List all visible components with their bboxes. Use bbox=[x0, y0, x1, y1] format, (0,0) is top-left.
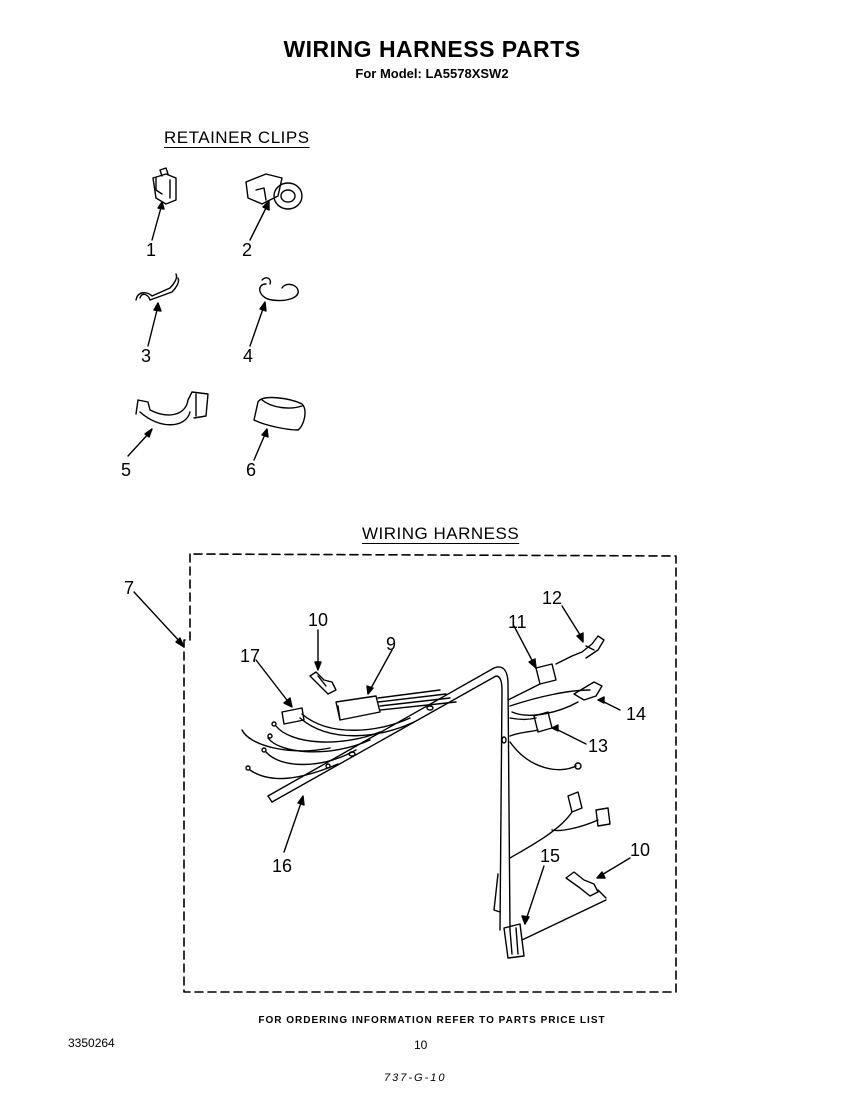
wiring-harness-heading: WIRING HARNESS bbox=[362, 524, 520, 543]
callout-17: 17 bbox=[240, 646, 261, 666]
terminal-12-drawing bbox=[556, 636, 604, 664]
callout-14: 14 bbox=[626, 704, 647, 724]
ordering-note: FOR ORDERING INFORMATION REFER TO PARTS PRICE LIST bbox=[258, 1015, 606, 1026]
arrow-13 bbox=[554, 728, 586, 744]
arrow-12 bbox=[562, 606, 582, 638]
callout-10-lower: 10 bbox=[630, 840, 651, 860]
arrow-1 bbox=[152, 204, 162, 240]
retainer-clips-heading: RETAINER CLIPS bbox=[164, 128, 310, 147]
callout-13: 13 bbox=[588, 736, 609, 756]
callout-3: 3 bbox=[141, 346, 152, 366]
connector-17-drawing bbox=[282, 708, 414, 736]
connector-13-drawing bbox=[510, 712, 581, 770]
terminal-14-drawing bbox=[510, 682, 602, 715]
callout-16: 16 bbox=[272, 856, 293, 876]
document-number: 3350264 bbox=[68, 1036, 115, 1050]
clip-1-drawing bbox=[153, 168, 176, 204]
callout-6: 6 bbox=[246, 460, 257, 480]
clip-6-drawing bbox=[254, 398, 305, 430]
arrow-10-lower bbox=[600, 858, 630, 876]
arrow-3 bbox=[148, 306, 158, 346]
arrow-2 bbox=[250, 204, 268, 240]
callout-12: 12 bbox=[542, 588, 563, 608]
page-number: 10 bbox=[414, 1038, 428, 1052]
callout-7: 7 bbox=[124, 578, 135, 598]
callout-1: 1 bbox=[146, 240, 157, 260]
clip-4-drawing bbox=[260, 278, 298, 301]
clip-2-drawing bbox=[246, 174, 302, 209]
page-title: WIRING HARNESS PARTS bbox=[283, 36, 581, 62]
arrow-16 bbox=[284, 800, 302, 852]
harness-trunk bbox=[268, 667, 510, 930]
callout-2: 2 bbox=[242, 240, 253, 260]
arrow-4 bbox=[250, 306, 264, 346]
callout-9: 9 bbox=[386, 634, 397, 654]
callout-4: 4 bbox=[243, 346, 254, 366]
callout-15: 15 bbox=[540, 846, 561, 866]
arrow-17 bbox=[256, 660, 290, 704]
harness-frame bbox=[184, 554, 676, 992]
model-subtitle: For Model: LA5578XSW2 bbox=[355, 66, 509, 81]
callout-11: 11 bbox=[508, 612, 527, 632]
connector-15-drawing bbox=[504, 900, 606, 958]
clip-3-drawing bbox=[136, 274, 179, 300]
connector-9-drawing bbox=[336, 690, 456, 720]
arrow-15 bbox=[526, 866, 544, 920]
callout-5: 5 bbox=[121, 460, 132, 480]
callout-10-upper: 10 bbox=[308, 610, 329, 630]
terminal-10-upper-drawing bbox=[310, 672, 336, 694]
handwritten-code: 737-G-10 bbox=[384, 1072, 447, 1084]
arrow-7 bbox=[134, 592, 182, 644]
arrow-9 bbox=[370, 650, 392, 690]
clip-5-drawing bbox=[136, 392, 208, 425]
